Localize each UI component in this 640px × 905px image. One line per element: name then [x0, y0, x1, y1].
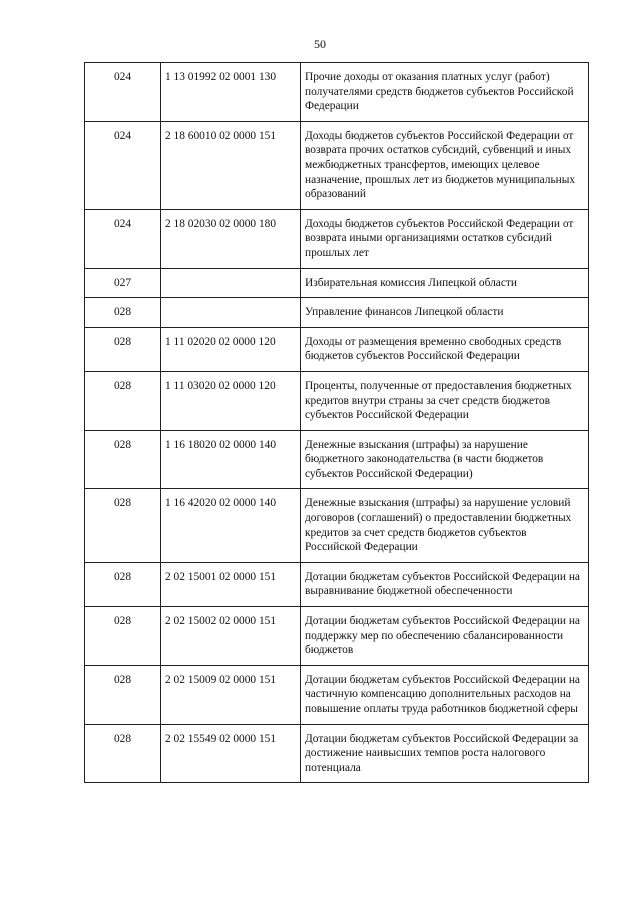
budget-code-cell: 1 11 03020 02 0000 120 [161, 371, 301, 430]
budget-code-cell: 2 02 15002 02 0000 151 [161, 607, 301, 666]
revenue-name-cell: Проценты, полученные от предоставления бюджетных кредитов внутри страны за счет средств бюджетов субъектов Российской Федерации [301, 371, 589, 430]
budget-code-cell: 2 18 02030 02 0000 180 [161, 209, 301, 268]
budget-code-cell: 1 11 02020 02 0000 120 [161, 327, 301, 371]
admin-code-cell: 028 [85, 327, 161, 371]
budget-code-cell: 1 13 01992 02 0001 130 [161, 63, 301, 122]
table-row [85, 121, 589, 209]
revenue-name-cell: Дотации бюджетам субъектов Российской Федерации за достижение наивысших темпов роста налогового потенциала [301, 724, 589, 783]
admin-code-cell: 028 [85, 430, 161, 489]
admin-code-cell: 024 [85, 121, 161, 209]
admin-code-cell: 024 [85, 63, 161, 122]
revenue-name-cell: Денежные взыскания (штрафы) за нарушение бюджетного законодательства (в части бюджетов субъектов Российской Федерации) [301, 430, 589, 489]
revenue-name-cell: Доходы бюджетов субъектов Российской Федерации от возврата прочих остатков субсидий, субвенций и иных межбюджетных трансфертов, имеющих целевое назначение, прошлых лет из бюджетов муниципальных образований [301, 121, 589, 209]
admin-code-cell: 028 [85, 724, 161, 783]
admin-code-cell: 028 [85, 607, 161, 666]
table-row [85, 430, 589, 489]
budget-code-cell: 2 02 15009 02 0000 151 [161, 665, 301, 724]
budget-code-cell: 2 02 15549 02 0000 151 [161, 724, 301, 783]
revenue-name-cell: Денежные взыскания (штрафы) за нарушение условий договоров (соглашений) о предоставлении бюджетных кредитов за счет средств бюджетов субъектов Российской Федерации [301, 489, 589, 562]
budget-code-cell: 1 16 42020 02 0000 140 [161, 489, 301, 562]
revenue-name-cell: Дотации бюджетам субъектов Российской Федерации на частичную компенсацию дополнительных расходов на повышение оплаты труда работников бюджетной сферы [301, 665, 589, 724]
admin-code-cell: 027 [85, 268, 161, 298]
budget-code-cell [161, 268, 301, 298]
budget-code-cell: 2 02 15001 02 0000 151 [161, 562, 301, 606]
admin-code-cell: 028 [85, 371, 161, 430]
table-row [85, 327, 589, 371]
admin-code-cell: 028 [85, 298, 161, 328]
table-row [85, 665, 589, 724]
budget-code-cell [161, 298, 301, 328]
admin-code-cell: 024 [85, 209, 161, 268]
admin-code-cell: 028 [85, 489, 161, 562]
table-row [85, 268, 589, 298]
table-row [85, 607, 589, 666]
table-row [85, 371, 589, 430]
admin-code-cell: 028 [85, 562, 161, 606]
revenue-name-cell: Управление финансов Липецкой области [301, 298, 589, 328]
budget-code-cell: 1 16 18020 02 0000 140 [161, 430, 301, 489]
table-row [85, 298, 589, 328]
revenue-name-cell: Доходы бюджетов субъектов Российской Федерации от возврата иными организациями остатков субсидий прошлых лет [301, 209, 589, 268]
table-row [85, 489, 589, 562]
table-row [85, 63, 589, 122]
table-row [85, 209, 589, 268]
table-body [85, 63, 589, 783]
admin-code-cell: 028 [85, 665, 161, 724]
budget-code-cell: 2 18 60010 02 0000 151 [161, 121, 301, 209]
revenue-name-cell: Избирательная комиссия Липецкой области [301, 268, 589, 298]
revenue-name-cell: Доходы от размещения временно свободных средств бюджетов субъектов Российской Федерации [301, 327, 589, 371]
table-row [85, 724, 589, 783]
revenue-name-cell: Прочие доходы от оказания платных услуг (работ) получателями средств бюджетов субъектов Российской Федерации [301, 63, 589, 122]
budget-codes-table [84, 62, 589, 783]
revenue-name-cell: Дотации бюджетам субъектов Российской Федерации на поддержку мер по обеспечению сбалансированности бюджетов [301, 607, 589, 666]
revenue-name-cell: Дотации бюджетам субъектов Российской Федерации на выравнивание бюджетной обеспеченности [301, 562, 589, 606]
page-number: 50 [314, 37, 326, 51]
table-row [85, 562, 589, 606]
